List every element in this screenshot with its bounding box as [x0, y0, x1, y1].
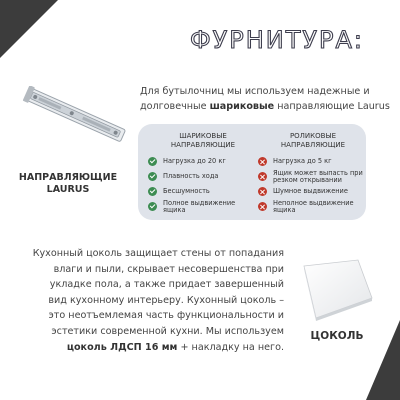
- list-item: [148, 199, 258, 214]
- item-text: Ящик может выпасть при резком открывании: [273, 168, 363, 184]
- item-text: Бесшумность: [163, 187, 210, 195]
- list-item: [258, 184, 368, 199]
- item-text: Полное выдвижение ящика: [163, 198, 236, 214]
- check-circle-icon: [148, 187, 157, 196]
- item-text: Нагрузка до 5 кг: [273, 157, 332, 165]
- intro-bold: шариковые: [209, 101, 275, 112]
- comparison-panel: [138, 124, 366, 220]
- intro-part-1: Для бутылочниц мы используем надежные и долговечные: [140, 86, 370, 112]
- item-text: Плавность хода: [163, 172, 219, 180]
- corner-decoration-top-left: [0, 0, 58, 58]
- item-text: Неполное выдвижение ящика: [273, 198, 354, 214]
- list-item: [148, 154, 258, 169]
- list-item: [148, 169, 258, 184]
- list-item: [148, 184, 258, 199]
- plinth-panel-image: [300, 258, 374, 322]
- plinth-text-main: Кухонный цоколь защищает стены от попадания влаги и пыли, скрывает несовершенства при укладке пола, а также придает завершенный вид кухонному интерьеру. Кухонный цоколь – это неотъемлемая часть функциональности и эстетики современной кухни. Мы используем: [32, 248, 284, 337]
- plinth-label: ЦОКОЛЬ: [310, 330, 364, 342]
- cross-circle-icon: [258, 172, 267, 181]
- check-circle-icon: [148, 172, 157, 181]
- check-circle-icon: [148, 157, 157, 166]
- cross-circle-icon: [258, 187, 267, 196]
- cross-circle-icon: [258, 202, 267, 211]
- ball-slides-heading: ШАРИКОВЫЕ НАПРАВЛЯЮЩИЕ: [170, 132, 236, 149]
- plinth-description: [30, 246, 284, 355]
- list-item: [258, 199, 368, 214]
- cross-circle-icon: [258, 157, 267, 166]
- plinth-text-bold: цоколь ЛДСП 16 мм: [66, 341, 178, 353]
- plinth-text-tail: + накладку на него.: [177, 341, 284, 353]
- rail-label: НАПРАВЛЯЮЩИЕ LAURUS: [18, 172, 118, 195]
- list-item: [258, 169, 368, 184]
- check-circle-icon: [148, 202, 157, 211]
- list-item: [258, 154, 368, 169]
- intro-text: [140, 84, 390, 114]
- roller-slides-column: [258, 132, 368, 214]
- item-text: Нагрузка до 20 кг: [163, 157, 226, 165]
- item-text: Шумное выдвижение: [273, 187, 348, 195]
- page-title: ФУРНИТУРА:: [190, 26, 365, 54]
- intro-part-2: направляющие Laurus: [274, 101, 390, 112]
- roller-slides-heading: РОЛИКОВЫЕ НАПРАВЛЯЮЩИЕ: [280, 132, 346, 149]
- drawer-slide-image: [20, 86, 128, 150]
- ball-slides-column: [148, 132, 258, 214]
